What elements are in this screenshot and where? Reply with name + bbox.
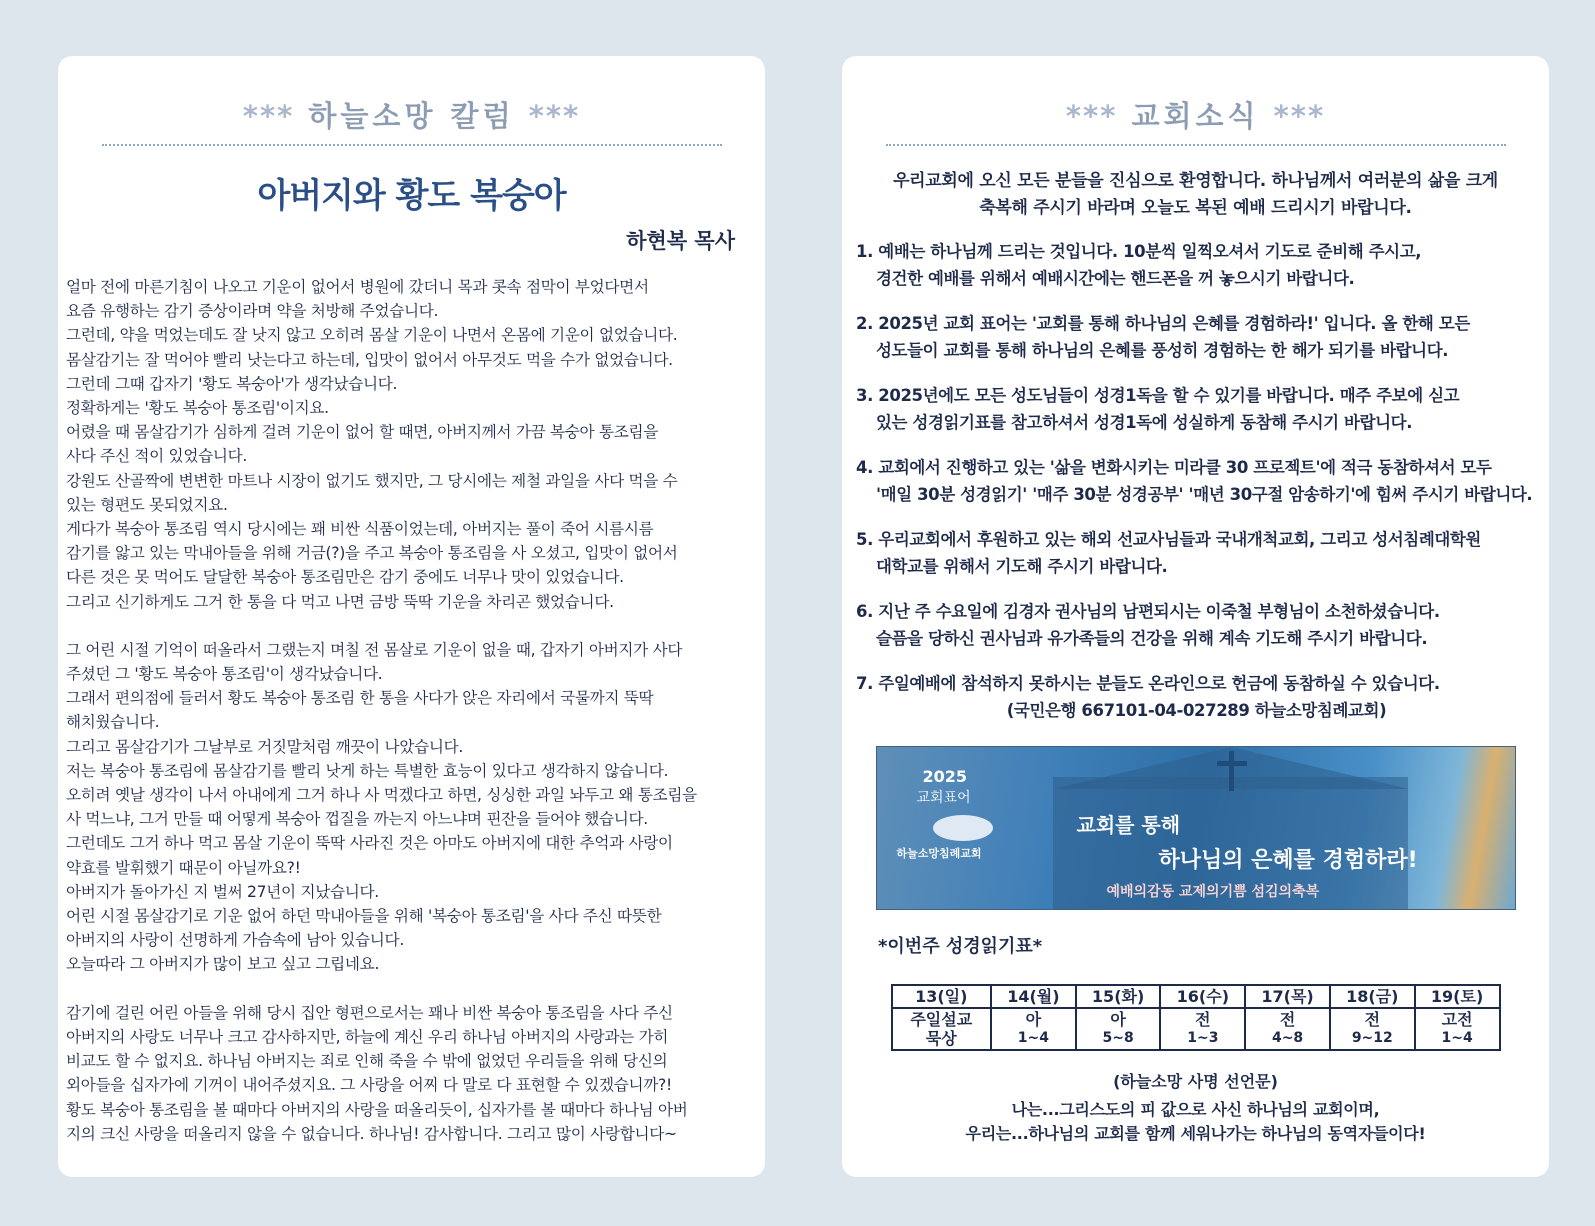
reading-range: 1~4 [1441, 1030, 1473, 1046]
reading-day-cell: 13(일) [892, 985, 992, 1008]
news-item-line: 2. 2025년 교회 표어는 '교회를 통해 하나님의 은혜를 경험하라!' 입니다. 올 한해 모든 [856, 314, 1470, 333]
news-header [842, 94, 1549, 134]
column-line: 어린 시절 몸살감기로 기운 없어 하던 막내아들을 위해 '복숭아 통조림'을 사다 주신 따뜻한 [66, 907, 662, 926]
motto-banner [876, 746, 1516, 910]
column-header [58, 94, 765, 134]
reading-sunday-line2: 묵상 [925, 1029, 957, 1048]
column-line: 그래서 편의점에 들러서 황도 복숭아 통조림 한 통을 사다가 앉은 자리에서 국물까지 뚝딱 [66, 689, 654, 708]
column-paragraph [66, 275, 755, 614]
welcome-message [866, 168, 1525, 222]
declaration [842, 1098, 1549, 1146]
column-line: 아버지가 돌아가신 지 벌써 27년이 지났습니다. [66, 882, 379, 901]
news-item-line: 대학교를 위해서 기도해 주시기 바랍니다. [876, 557, 1168, 576]
column-line: 그런데, 약을 먹었는데도 잘 낫지 않고 오히려 몸살 기운이 나면서 온몸에 기운이 없었습니다. [66, 326, 678, 345]
column-line: 게다가 복숭아 통조림 역시 당시에는 꽤 비싼 식품이었는데, 아버지는 풀이 죽어 시름시름 [66, 520, 654, 539]
column-card [58, 56, 765, 1177]
welcome-line: 축복해 주시기 바라며 오늘도 복된 예배 드리시기 바랍니다. [979, 198, 1412, 218]
reading-book: 고전 [1441, 1010, 1473, 1029]
reading-book: 전 [1364, 1010, 1381, 1029]
declaration-line: 우리는...하나님의 교회를 함께 세워나가는 하나님의 동역자들이다! [965, 1124, 1426, 1143]
news-header-label: 교회소식 [1131, 99, 1260, 133]
news-item-line: 3. 2025년에도 모든 성도님들이 성경1독을 할 수 있기를 바랍니다. 매주 주보에 싣고 [856, 386, 1460, 405]
column-line: 주셨던 그 '황도 복숭아 통조림'이 생각났습니다. [66, 665, 383, 684]
column-header-label: 하늘소망 칼럼 [308, 99, 515, 133]
bible-reading-table [891, 984, 1501, 1051]
news-item-line: 7. 주일예배에 참석하지 못하시는 분들도 온라인으로 헌금에 동참하실 수 있습니다. [856, 674, 1440, 693]
welcome-line: 우리교회에 오신 모든 분들을 진심으로 환영합니다. 하나님께서 여러분의 삶을 크게 [893, 171, 1498, 191]
column-line: 몸살감기는 잘 먹어야 빨리 낫는다고 하는데, 입맛이 없어서 아무것도 먹을 수가 없었습니다. [66, 350, 673, 369]
cross-icon [1217, 761, 1247, 766]
reading-book-cell [1245, 1008, 1330, 1050]
news-card [842, 56, 1549, 1177]
column-line: 감기를 앓고 있는 막내아들을 위해 거금(?)을 주고 복숭아 통조림을 사 오셨고, 입맛이 없어서 [66, 544, 678, 563]
news-item-line: 경건한 예배를 위해서 예배시간에는 핸드폰을 꺼 놓으시기 바랍니다. [876, 269, 1355, 288]
news-item-line: 5. 우리교회에서 후원하고 있는 해외 선교사님들과 국내개척교회, 그리고 성서침례대학원 [856, 530, 1481, 549]
stars-decoration: *** [1273, 99, 1326, 133]
column-line: 저는 복숭아 통조림에 몸살감기를 빨리 낫게 하는 특별한 효능이 있다고 생각하지 않습니다. [66, 761, 669, 780]
column-paragraph [66, 638, 755, 977]
column-line: 정확하게는 '황도 복숭아 통조림'이지요. [66, 399, 329, 418]
reading-book-cell [991, 1008, 1076, 1050]
news-item-line: 4. 교회에서 진행하고 있는 '삶을 변화시키는 미라클 30 프로젝트'에 적극 동참하셔서 모두 [856, 458, 1492, 477]
news-item [856, 598, 1537, 652]
column-line: 얼마 전에 마른기침이 나오고 기운이 없어서 병원에 갔더니 목과 콧속 점막이 부었다면서 [66, 278, 649, 296]
reading-day-cell: 15(화) [1076, 985, 1161, 1008]
reading-book: 전 [1279, 1010, 1296, 1029]
reading-days-row [892, 985, 1500, 1008]
reading-book-cell [1076, 1008, 1161, 1050]
news-item [856, 310, 1537, 364]
dotted-divider [102, 144, 722, 146]
column-line: 감기에 걸린 어린 아들을 위해 당시 집안 형편으로서는 꽤나 비싼 복숭아 통조림을 사다 주신 [66, 1003, 673, 1022]
declaration-line: 나는...그리스도의 피 값으로 사신 하나님의 교회이며, [1011, 1100, 1380, 1119]
column-author: 하현복 목사 [626, 229, 735, 253]
cross-icon [1229, 751, 1234, 791]
column-line: 외아들을 십자가에 기꺼이 내어주셨지요. 그 사랑을 어찌 다 말로 다 표현할 수 있겠습니까?! [66, 1076, 672, 1095]
banner-motto-line2: 하나님의 은혜를 경험하라! [1158, 848, 1418, 873]
banner-motto-line1: 교회를 통해 [1076, 813, 1181, 837]
banner-motto-line3: 예배의감동 교제의기쁨 섬김의축복 [1106, 884, 1320, 900]
column-line: 그리고 몸살감기가 그날부로 거짓말처럼 깨끗이 나았습니다. [66, 737, 464, 756]
column-line: 그 어린 시절 기억이 떠올라서 그랬는지 며칠 전 몸살로 기운이 없을 때, 갑자기 아버지가 사다 [66, 640, 683, 659]
church-logo-icon [933, 815, 993, 841]
column-line: 그리고 신기하게도 그거 한 통을 다 먹고 나면 금방 뚝딱 기운을 차리곤 했었습니다. [66, 592, 614, 611]
reading-range: 9~12 [1351, 1030, 1393, 1046]
column-line: 어렸을 때 몸살감기가 심하게 걸려 기운이 없어 할 때면, 아버지께서 가끔 복숭아 통조림을 [66, 423, 659, 442]
reading-book: 전 [1195, 1010, 1211, 1029]
column-line: 강원도 산골짝에 변변한 마트나 시장이 없기도 했지만, 그 당시에는 제철 과일을 사다 먹을 수 [66, 471, 678, 490]
news-item-line: 성도들이 교회를 통해 하나님의 은혜를 풍성히 경험하는 한 해가 되기를 바랍니다. [876, 341, 1449, 360]
column-line: 황도 복숭아 통조림을 볼 때마다 아버지의 사랑을 떠올리듯이, 십자가를 볼 때마다 하나님 아버 [66, 1100, 688, 1119]
news-item-line: '매일 30분 성경읽기' '매주 30분 성경공부' '매년 30구절 암송하기'에 힘써 주시기 바랍니다. [876, 485, 1533, 504]
bible-reading-title: *이번주 성경읽기표* [878, 936, 1043, 957]
column-line: 지의 크신 사랑을 떠올리지 않을 수 없습니다. 하나님! 감사합니다. 그리고 많이 사랑합니다~ [66, 1124, 677, 1143]
news-item [856, 382, 1537, 436]
declaration-title: (하늘소망 사명 선언문) [1113, 1072, 1278, 1091]
reading-book-cell [1330, 1008, 1415, 1050]
news-item [856, 238, 1537, 292]
news-item [856, 670, 1537, 724]
column-line: 요즘 유행하는 감기 증상이라며 약을 처방해 주었습니다. [66, 302, 439, 321]
news-item-line: 있는 성경읽기표를 참고하셔서 성경1독에 성실하게 동참해 주시기 바랍니다. [876, 413, 1413, 432]
column-body [66, 275, 755, 1146]
reading-range: 1~4 [1017, 1030, 1049, 1046]
banner-label: 교회표어 [916, 790, 971, 806]
column-line: 오늘따라 그 아버지가 많이 보고 싶고 그립네요. [66, 955, 380, 974]
column-line: 해치웠습니다. [66, 713, 160, 732]
reading-day-cell: 19(토) [1415, 985, 1500, 1008]
news-item [856, 454, 1537, 508]
reading-range: 1~3 [1187, 1030, 1219, 1046]
reading-books-row [892, 1008, 1500, 1050]
news-list [856, 238, 1537, 724]
stars-decoration: *** [1065, 99, 1118, 133]
column-line: 그런데 그때 갑자기 '황도 복숭아'가 생각났습니다. [66, 374, 398, 393]
column-line: 사다 주신 적이 있었습니다. [66, 447, 248, 466]
column-line: 있는 형편도 못되었지요. [66, 495, 228, 514]
reading-day-cell: 18(금) [1330, 985, 1415, 1008]
reading-book-cell [1160, 1008, 1245, 1050]
news-item [856, 526, 1537, 580]
stars-decoration: *** [242, 99, 295, 133]
reading-sunday-line1: 주일설교 [910, 1010, 973, 1029]
reading-day-cell: 17(목) [1245, 985, 1330, 1008]
banner-year: 2025 [922, 767, 968, 786]
column-line: 오히려 옛날 생각이 나서 아내에게 그거 하나 사 먹겠다고 하면, 싱싱한 과일 놔두고 왜 통조림을 [66, 786, 697, 805]
reading-book: 아 [1025, 1010, 1042, 1029]
stars-decoration: *** [528, 99, 581, 133]
reading-range: 4~8 [1271, 1030, 1304, 1046]
reading-day-cell: 14(월) [991, 985, 1076, 1008]
column-line: 아버지의 사랑이 선명하게 가슴속에 남아 있습니다. [66, 931, 404, 950]
column-line: 아버지의 사랑도 너무나 크고 감사하지만, 하늘에 계신 우리 하나님 아버지의 사랑과는 가히 [66, 1027, 669, 1046]
column-line: 약효를 발휘했기 때문이 아닐까요?! [66, 858, 301, 877]
column-line: 사 먹느냐, 그거 만들 때 어떻게 복숭아 껍질을 까는지 아느냐며 핀잔을 들어야 했습니다. [66, 810, 648, 829]
news-item-line: (국민은행 667101-04-027289 하늘소망침례교회) [1006, 701, 1387, 720]
reading-book-cell [1415, 1008, 1500, 1050]
column-line: 그런데도 그거 하나 먹고 몸살 기운이 뚝딱 사라진 것은 아마도 아버지에 대한 추억과 사랑이 [66, 834, 673, 853]
column-title: 아버지와 황도 복숭아 [257, 176, 566, 216]
reading-range: 5~8 [1102, 1030, 1134, 1046]
reading-book: 아 [1110, 1010, 1126, 1029]
column-paragraph [66, 1001, 755, 1146]
banner-church-name: 하늘소망침례교회 [896, 847, 982, 860]
news-item-line: 6. 지난 주 수요일에 김경자 권사님의 남편되시는 이죽철 부형님이 소천하셨습니다. [856, 602, 1440, 621]
news-item-line: 1. 예배는 하나님께 드리는 것입니다. 10분씩 일찍오셔서 기도로 준비해 주시고, [856, 242, 1422, 261]
reading-day-cell: 16(수) [1160, 985, 1245, 1008]
dotted-divider [886, 144, 1506, 146]
reading-cell-sunday [892, 1008, 992, 1050]
news-item-line: 슬픔을 당하신 권사님과 유가족들의 건강을 위해 계속 기도해 주시기 바랍니다. [876, 629, 1428, 648]
column-line: 비교도 할 수 없지요. 하나님 아버지는 죄로 인해 죽을 수 밖에 없었던 우리들을 위해 당신의 [66, 1052, 668, 1071]
column-line: 다른 것은 못 먹어도 달달한 복숭아 통조림만은 감기 중에도 너무나 맛이 있었습니다. [66, 568, 624, 587]
